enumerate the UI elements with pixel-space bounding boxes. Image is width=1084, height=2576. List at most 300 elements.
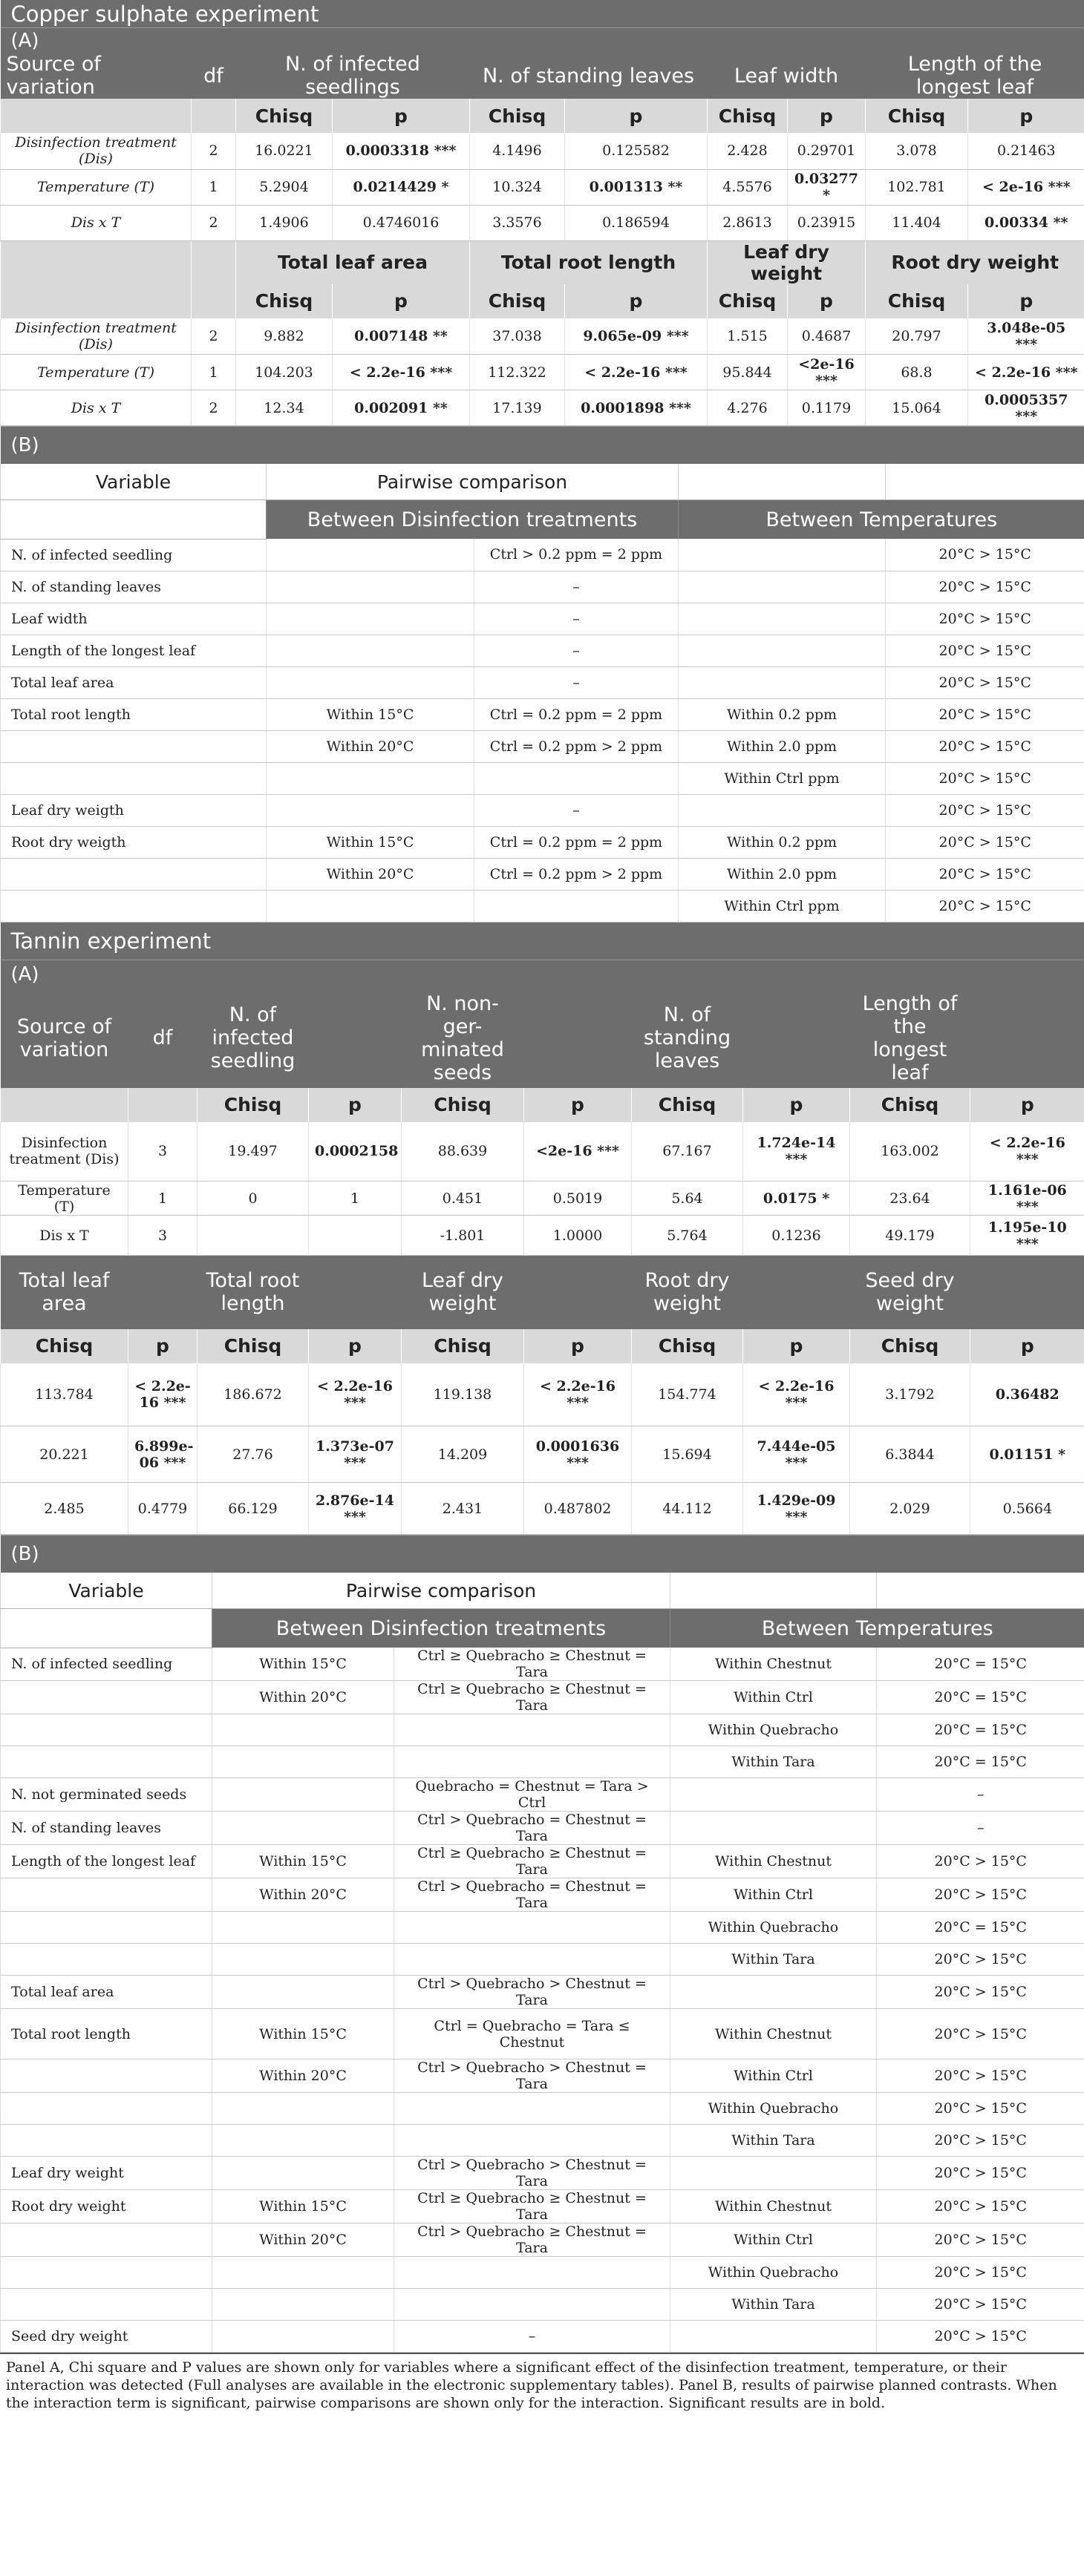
within-dis-cell: Within Chestnut	[670, 2009, 877, 2059]
cell-p: 0.487802	[524, 1483, 632, 1535]
col-leaf-dry-weight: Leaf dry weight	[402, 1256, 524, 1329]
dis-comparison-cell	[394, 2125, 670, 2157]
cell-p: 0.0002158	[309, 1122, 402, 1182]
dis-comparison-cell: Ctrl > Quebracho ≥ Chestnut = Tara	[394, 2223, 670, 2257]
variable-cell: N. of infected seedling	[1, 1648, 212, 1681]
cell-p: 1.724e-14 ***	[743, 1122, 850, 1182]
table-row	[1, 762, 1084, 794]
cell-chisq: 6.3844	[850, 1426, 970, 1483]
row-df: 2	[192, 205, 236, 240]
within-temp-cell	[212, 2157, 394, 2190]
temp-comparison-cell: 20°C > 15°C	[877, 1976, 1084, 2009]
cell-chisq: 5.764	[632, 1216, 743, 1256]
table-row	[1, 318, 1084, 355]
table-row	[1, 794, 1084, 826]
variable-cell	[1, 1912, 212, 1944]
temp-comparison-cell: 20°C > 15°C	[886, 666, 1084, 698]
sub-p: p	[309, 1329, 402, 1363]
temp-comparison-cell: 20°C > 15°C	[886, 571, 1084, 603]
variable-cell	[1, 730, 267, 762]
table-row	[1, 1778, 1084, 1812]
within-dis-cell	[679, 635, 886, 666]
variable-cell	[1, 2223, 212, 2257]
tannin-anova-table	[0, 922, 1084, 1536]
cell-p: 1	[309, 1182, 402, 1216]
within-temp-cell: Within 20°C	[212, 2223, 394, 2257]
cell-chisq: 3.1792	[850, 1363, 970, 1426]
table-row	[1, 2321, 1084, 2353]
within-temp-cell: Within 15°C	[267, 826, 474, 858]
within-dis-cell: Within Tara	[670, 1944, 877, 1976]
sub-blank	[1, 240, 192, 284]
sub-chisq: Chisq	[632, 1329, 743, 1363]
temp-comparison-cell: –	[877, 1812, 1084, 1845]
table-row	[1, 1878, 1084, 1912]
col-source: Source of variation	[1, 53, 192, 99]
variable-cell	[1, 1681, 212, 1714]
temp-comparison-cell: 20°C > 15°C	[877, 2059, 1084, 2093]
within-temp-cell	[267, 794, 474, 826]
table-row	[1, 1944, 1084, 1976]
temp-comparison-cell: 20°C > 15°C	[877, 1944, 1084, 1976]
hd-blank	[524, 989, 632, 1088]
variable-cell: Length of the longest leaf	[1, 1845, 212, 1878]
cell-p: < 2.2e-16 ***	[743, 1363, 850, 1426]
col-leaf-width: Leaf width	[708, 53, 866, 99]
cell-chisq: 16.0221	[236, 133, 333, 169]
cell-chisq: 154.774	[632, 1363, 743, 1426]
tannin-panel-a-label: (A)	[1, 960, 1084, 989]
cell-p: < 2.2e-16 ***	[128, 1363, 197, 1426]
within-temp-cell	[267, 890, 474, 922]
cell-p: < 2e-16 ***	[968, 169, 1084, 205]
variable-cell: N. not germinated seeds	[1, 1778, 212, 1812]
within-temp-cell	[267, 539, 474, 571]
variable-cell	[1, 2093, 212, 2125]
temp-comparison-cell: –	[877, 1778, 1084, 1812]
hd-blank	[128, 1256, 197, 1329]
col-df: df	[192, 53, 236, 99]
within-temp-cell	[267, 571, 474, 603]
temp-comparison-cell: 20°C > 15°C	[877, 1878, 1084, 1912]
cell-chisq: 1.515	[708, 318, 788, 355]
sub-chisq: Chisq	[708, 99, 788, 133]
cell-chisq: 19.497	[197, 1122, 309, 1182]
variable-cell: Leaf width	[1, 603, 267, 635]
col-infected: N. of infected seedlings	[236, 53, 470, 99]
cell-chisq: 5.64	[632, 1182, 743, 1216]
sub-chisq: Chisq	[470, 284, 565, 318]
variable-cell: Total root length	[1, 698, 267, 730]
cell-chisq: 1.4906	[236, 205, 333, 240]
within-dis-cell	[670, 1976, 877, 2009]
row-source: Temperature (T)	[1, 355, 192, 390]
dis-comparison-cell: Ctrl = 0.2 ppm > 2 ppm	[474, 858, 679, 890]
cell-chisq: 104.203	[236, 355, 333, 390]
cell-p: 1.161e-06 ***	[970, 1182, 1084, 1216]
dis-comparison-cell: Ctrl > Quebracho > Chestnut = Tara	[394, 2059, 670, 2093]
hd-blank	[524, 1256, 632, 1329]
variable-cell	[1, 2257, 212, 2289]
within-temp-cell	[212, 1976, 394, 2009]
sub-p: p	[788, 284, 866, 318]
col-leaf-dry-weight: Leaf dry weight	[708, 240, 866, 284]
variable-cell	[1, 2059, 212, 2093]
table-row	[1, 858, 1084, 890]
within-temp-cell	[212, 2321, 394, 2353]
cell-chisq: 113.784	[1, 1363, 128, 1426]
hd-blank	[970, 1256, 1084, 1329]
sub-chisq: Chisq	[236, 284, 333, 318]
temp-comparison-cell: 20°C = 15°C	[877, 1714, 1084, 1746]
dis-comparison-cell	[394, 2093, 670, 2125]
variable-cell	[1, 1944, 212, 1976]
table-row	[1, 2059, 1084, 2093]
temp-comparison-cell: 20°C = 15°C	[877, 1681, 1084, 1714]
row-df: 3	[128, 1122, 197, 1182]
cell-p: < 2.2e-16 ***	[309, 1363, 402, 1426]
row-df: 2	[192, 318, 236, 355]
within-dis-cell: Within Ctrl ppm	[679, 890, 886, 922]
dis-comparison-cell: Ctrl > Quebracho = Chestnut = Tara	[394, 1878, 670, 1912]
cell-chisq: 2.8613	[708, 205, 788, 240]
row-source: Dis x T	[1, 205, 192, 240]
col-standing: N. of standing leaves	[632, 989, 743, 1088]
cell-p: 0.01151 *	[970, 1426, 1084, 1483]
within-dis-cell	[670, 2157, 877, 2190]
variable-cell: N. of infected seedling	[1, 539, 267, 571]
variable-cell: Leaf dry weigth	[1, 794, 267, 826]
cell-chisq: 44.112	[632, 1483, 743, 1535]
between-temp-header: Between Temperatures	[670, 1609, 1084, 1648]
cell-chisq: -1.801	[402, 1216, 524, 1256]
sub-p: p	[968, 99, 1084, 133]
col-longest-leaf: Length of the longest leaf	[850, 989, 970, 1088]
table-row	[1, 2093, 1084, 2125]
within-dis-cell: Within 0.2 ppm	[679, 826, 886, 858]
table-row	[1, 1976, 1084, 2009]
hd-blank	[743, 1256, 850, 1329]
cell-p: 0.1236	[743, 1216, 850, 1256]
variable-cell	[1, 1746, 212, 1778]
sub-p: p	[524, 1088, 632, 1122]
copper-panel-b-label: (B)	[1, 427, 1084, 465]
table-row	[1, 1122, 1084, 1182]
sub-blank	[192, 240, 236, 284]
cell-chisq: 20.221	[1, 1426, 128, 1483]
cell-chisq: 23.64	[850, 1182, 970, 1216]
within-dis-cell: Within Quebracho	[670, 1912, 877, 1944]
within-dis-cell	[670, 1812, 877, 1845]
sub-p: p	[565, 99, 708, 133]
variable-cell	[1, 762, 267, 794]
col-root-dry-weight: Root dry weight	[632, 1256, 743, 1329]
cell-p: 0.0001636 ***	[524, 1426, 632, 1483]
row-source: Dis x T	[1, 1216, 128, 1256]
col-df: df	[128, 989, 197, 1088]
cell-p: 1.373e-07 ***	[309, 1426, 402, 1483]
within-dis-cell: Within Quebracho	[670, 1714, 877, 1746]
sub-p: p	[788, 99, 866, 133]
hd-blank	[309, 1256, 402, 1329]
within-temp-cell: Within 15°C	[212, 1648, 394, 1681]
cell-p: 1.0000	[524, 1216, 632, 1256]
temp-comparison-cell: 20°C > 15°C	[886, 826, 1084, 858]
cell-chisq: 15.694	[632, 1426, 743, 1483]
sub-p: p	[309, 1088, 402, 1122]
sub-p: p	[333, 284, 470, 318]
within-dis-cell	[679, 571, 886, 603]
variable-cell: Root dry weight	[1, 2190, 212, 2223]
between-temp-header: Between Temperatures	[679, 500, 1084, 540]
within-dis-cell	[679, 794, 886, 826]
sub-chisq: Chisq	[197, 1088, 309, 1122]
col-total-leaf-area: Total leaf area	[236, 240, 470, 284]
variable-cell: Total root length	[1, 2009, 212, 2059]
table-row	[1, 2223, 1084, 2257]
sub-chisq: Chisq	[708, 284, 788, 318]
cell-chisq: 95.844	[708, 355, 788, 390]
cell-p: 0.4779	[128, 1483, 197, 1535]
row-df: 1	[192, 355, 236, 390]
cell-p: 0.002091 **	[333, 390, 470, 426]
pairwise-blank	[877, 1573, 1084, 1609]
table-row	[1, 826, 1084, 858]
cell-chisq: 2.029	[850, 1483, 970, 1535]
row-source: Temperature (T)	[1, 1182, 128, 1216]
temp-comparison-cell: 20°C = 15°C	[877, 1746, 1084, 1778]
within-dis-cell: Within Tara	[670, 2125, 877, 2157]
cell-p: 0.1179	[788, 390, 866, 426]
table-row	[1, 133, 1084, 169]
temp-comparison-cell: 20°C > 15°C	[886, 762, 1084, 794]
cell-p: 0.0214429 *	[333, 169, 470, 205]
temp-comparison-cell: 20°C > 15°C	[886, 635, 1084, 666]
temp-comparison-cell: 20°C > 15°C	[877, 2289, 1084, 2321]
within-dis-cell: Within Tara	[670, 2289, 877, 2321]
cell-chisq: 88.639	[402, 1122, 524, 1182]
row-source: Disinfection treatment (Dis)	[1, 318, 192, 355]
pairwise-blank	[670, 1573, 877, 1609]
cell-p: 0.4687	[788, 318, 866, 355]
tannin-pairwise-table	[0, 1535, 1084, 2353]
sub-chisq: Chisq	[197, 1329, 309, 1363]
cell-chisq: 37.038	[470, 318, 565, 355]
table-row	[1, 1363, 1084, 1426]
sub-blank	[128, 1088, 197, 1122]
pairwise-header: Pairwise comparison	[267, 464, 679, 500]
table-row	[1, 890, 1084, 922]
cell-p: <2e-16 ***	[788, 355, 866, 390]
cell-chisq: 27.76	[197, 1426, 309, 1483]
table-row	[1, 169, 1084, 205]
within-temp-cell: Within 15°C	[212, 2190, 394, 2223]
dis-comparison-cell: Ctrl ≥ Quebracho ≥ Chestnut = Tara	[394, 1845, 670, 1878]
table-row	[1, 1812, 1084, 1845]
cell-chisq: 67.167	[632, 1122, 743, 1182]
temp-comparison-cell: 20°C > 15°C	[877, 2157, 1084, 2190]
within-temp-cell	[212, 1714, 394, 1746]
within-temp-cell	[212, 2093, 394, 2125]
cell-chisq: 4.276	[708, 390, 788, 426]
cell-p: 0.0003318 ***	[333, 133, 470, 169]
variable-cell: Total leaf area	[1, 1976, 212, 2009]
table-row	[1, 205, 1084, 240]
col-seed-dry-weight: Seed dry weight	[850, 1256, 970, 1329]
within-dis-cell: Within Ctrl	[670, 1681, 877, 1714]
dis-comparison-cell	[394, 1746, 670, 1778]
temp-comparison-cell: 20°C > 15°C	[886, 603, 1084, 635]
within-dis-cell: Within 2.0 ppm	[679, 730, 886, 762]
dis-comparison-cell: Quebracho = Chestnut = Tara > Ctrl	[394, 1778, 670, 1812]
table-row	[1, 2289, 1084, 2321]
cell-chisq: 20.797	[866, 318, 968, 355]
dis-comparison-cell: Ctrl ≥ Quebracho ≥ Chestnut = Tara	[394, 1681, 670, 1714]
sub-blank	[192, 284, 236, 318]
within-temp-cell	[212, 1912, 394, 1944]
temp-comparison-cell: 20°C > 15°C	[877, 2009, 1084, 2059]
sub-chisq: Chisq	[1, 1329, 128, 1363]
sub-chisq: Chisq	[866, 99, 968, 133]
sub-blank	[1, 1088, 128, 1122]
temp-comparison-cell: 20°C = 15°C	[877, 1648, 1084, 1681]
within-dis-cell: Within Chestnut	[670, 2190, 877, 2223]
cell-chisq: 102.781	[866, 169, 968, 205]
sub-chisq: Chisq	[850, 1088, 970, 1122]
dis-comparison-cell	[394, 2289, 670, 2321]
temp-comparison-cell: 20°C > 15°C	[886, 698, 1084, 730]
within-temp-cell	[212, 2257, 394, 2289]
cell-chisq: 2.428	[708, 133, 788, 169]
cell-p: <2e-16 ***	[524, 1122, 632, 1182]
within-temp-cell	[267, 666, 474, 698]
sub-p: p	[333, 99, 470, 133]
variable-cell	[1, 2289, 212, 2321]
copper-panel-a-label: (A)	[1, 28, 1084, 53]
table-row	[1, 730, 1084, 762]
sub-chisq: Chisq	[236, 99, 333, 133]
row-df: 1	[128, 1182, 197, 1216]
sub-p: p	[128, 1329, 197, 1363]
temp-comparison-cell: 20°C > 15°C	[886, 858, 1084, 890]
between-dis-header: Between Disinfection treatments	[212, 1609, 670, 1648]
dis-comparison-cell: Ctrl > 0.2 ppm = 2 ppm	[474, 539, 679, 571]
between-dis-header: Between Disinfection treatments	[267, 500, 679, 540]
variable-cell: Seed dry weight	[1, 2321, 212, 2353]
cell-chisq: 3.078	[866, 133, 968, 169]
within-temp-cell: Within 20°C	[212, 2059, 394, 2093]
variable-cell: N. of standing leaves	[1, 571, 267, 603]
cell-p: 0.5019	[524, 1182, 632, 1216]
dis-comparison-cell: Ctrl > Quebracho > Chestnut = Tara	[394, 1976, 670, 2009]
cell-p: < 2.2e-16 ***	[968, 355, 1084, 390]
sub-p: p	[968, 284, 1084, 318]
cell-chisq: 14.209	[402, 1426, 524, 1483]
cell-p: 0.001313 **	[565, 169, 708, 205]
within-dis-cell	[679, 539, 886, 571]
cell-chisq: 4.1496	[470, 133, 565, 169]
dis-comparison-cell	[474, 890, 679, 922]
within-temp-cell: Within 20°C	[267, 730, 474, 762]
dis-comparison-cell: Ctrl = Quebracho = Tara ≤ Chestnut	[394, 2009, 670, 2059]
table-row	[1, 390, 1084, 426]
within-temp-cell: Within 15°C	[212, 2009, 394, 2059]
temp-comparison-cell: 20°C > 15°C	[877, 2125, 1084, 2157]
dis-comparison-cell	[394, 1912, 670, 1944]
tannin-title: Tannin experiment	[1, 922, 1084, 960]
variable-cell	[1, 890, 267, 922]
cell-chisq: 9.882	[236, 318, 333, 355]
sub-blank	[1, 99, 192, 133]
dis-comparison-cell: Ctrl > Quebracho = Chestnut = Tara	[394, 1812, 670, 1845]
within-dis-cell: Within Tara	[670, 1746, 877, 1778]
cell-p: 0.0175 *	[743, 1182, 850, 1216]
sub-p: p	[565, 284, 708, 318]
pairwise-variable-header: Variable	[1, 464, 267, 500]
cell-p	[309, 1216, 402, 1256]
variable-cell	[1, 1714, 212, 1746]
cell-chisq: 119.138	[402, 1363, 524, 1426]
within-temp-cell	[212, 2289, 394, 2321]
within-dis-cell: Within Chestnut	[670, 1845, 877, 1878]
cell-p: < 2.2e-16 ***	[970, 1122, 1084, 1182]
row-source: Disinfection treatment (Dis)	[1, 1122, 128, 1182]
pairwise-blank	[1, 1609, 212, 1648]
col-longest-leaf: Length of the longest leaf	[866, 53, 1084, 99]
row-df: 3	[128, 1216, 197, 1256]
table-row	[1, 1426, 1084, 1483]
col-total-root-length: Total root length	[197, 1256, 309, 1329]
variable-cell: Total leaf area	[1, 666, 267, 698]
temp-comparison-cell: 20°C > 15°C	[886, 890, 1084, 922]
pairwise-header: Pairwise comparison	[212, 1573, 670, 1609]
cell-p: 9.065e-09 ***	[565, 318, 708, 355]
temp-comparison-cell: 20°C > 15°C	[877, 2321, 1084, 2353]
cell-p: 0.0005357 ***	[968, 390, 1084, 426]
within-dis-cell: Within Chestnut	[670, 1648, 877, 1681]
row-df: 2	[192, 133, 236, 169]
variable-cell: N. of standing leaves	[1, 1812, 212, 1845]
table-row	[1, 1746, 1084, 1778]
within-temp-cell: Within 20°C	[212, 1878, 394, 1912]
sub-p: p	[524, 1329, 632, 1363]
within-temp-cell	[212, 2125, 394, 2157]
cell-chisq: 2.431	[402, 1483, 524, 1535]
cell-p: 6.899e-06 ***	[128, 1426, 197, 1483]
table-row	[1, 698, 1084, 730]
col-total-root-length: Total root length	[470, 240, 708, 284]
cell-chisq: 3.3576	[470, 205, 565, 240]
col-root-dry-weight: Root dry weight	[866, 240, 1084, 284]
copper-pairwise-table	[0, 426, 1084, 922]
dis-comparison-cell	[394, 1944, 670, 1976]
row-df: 1	[192, 169, 236, 205]
dis-comparison-cell: –	[474, 666, 679, 698]
sub-p: p	[970, 1088, 1084, 1122]
cell-chisq: 186.672	[197, 1363, 309, 1426]
dis-comparison-cell: Ctrl ≥ Quebracho ≥ Chestnut = Tara	[394, 2190, 670, 2223]
cell-chisq: 15.064	[866, 390, 968, 426]
temp-comparison-cell: 20°C > 15°C	[877, 2190, 1084, 2223]
row-source: Disinfection treatment (Dis)	[1, 133, 192, 169]
within-temp-cell	[212, 1778, 394, 1812]
temp-comparison-cell: 20°C > 15°C	[877, 1845, 1084, 1878]
dis-comparison-cell: –	[394, 2321, 670, 2353]
temp-comparison-cell: 20°C = 15°C	[877, 1912, 1084, 1944]
cell-p: 0.007148 **	[333, 318, 470, 355]
table-row	[1, 1845, 1084, 1878]
cell-chisq: 68.8	[866, 355, 968, 390]
